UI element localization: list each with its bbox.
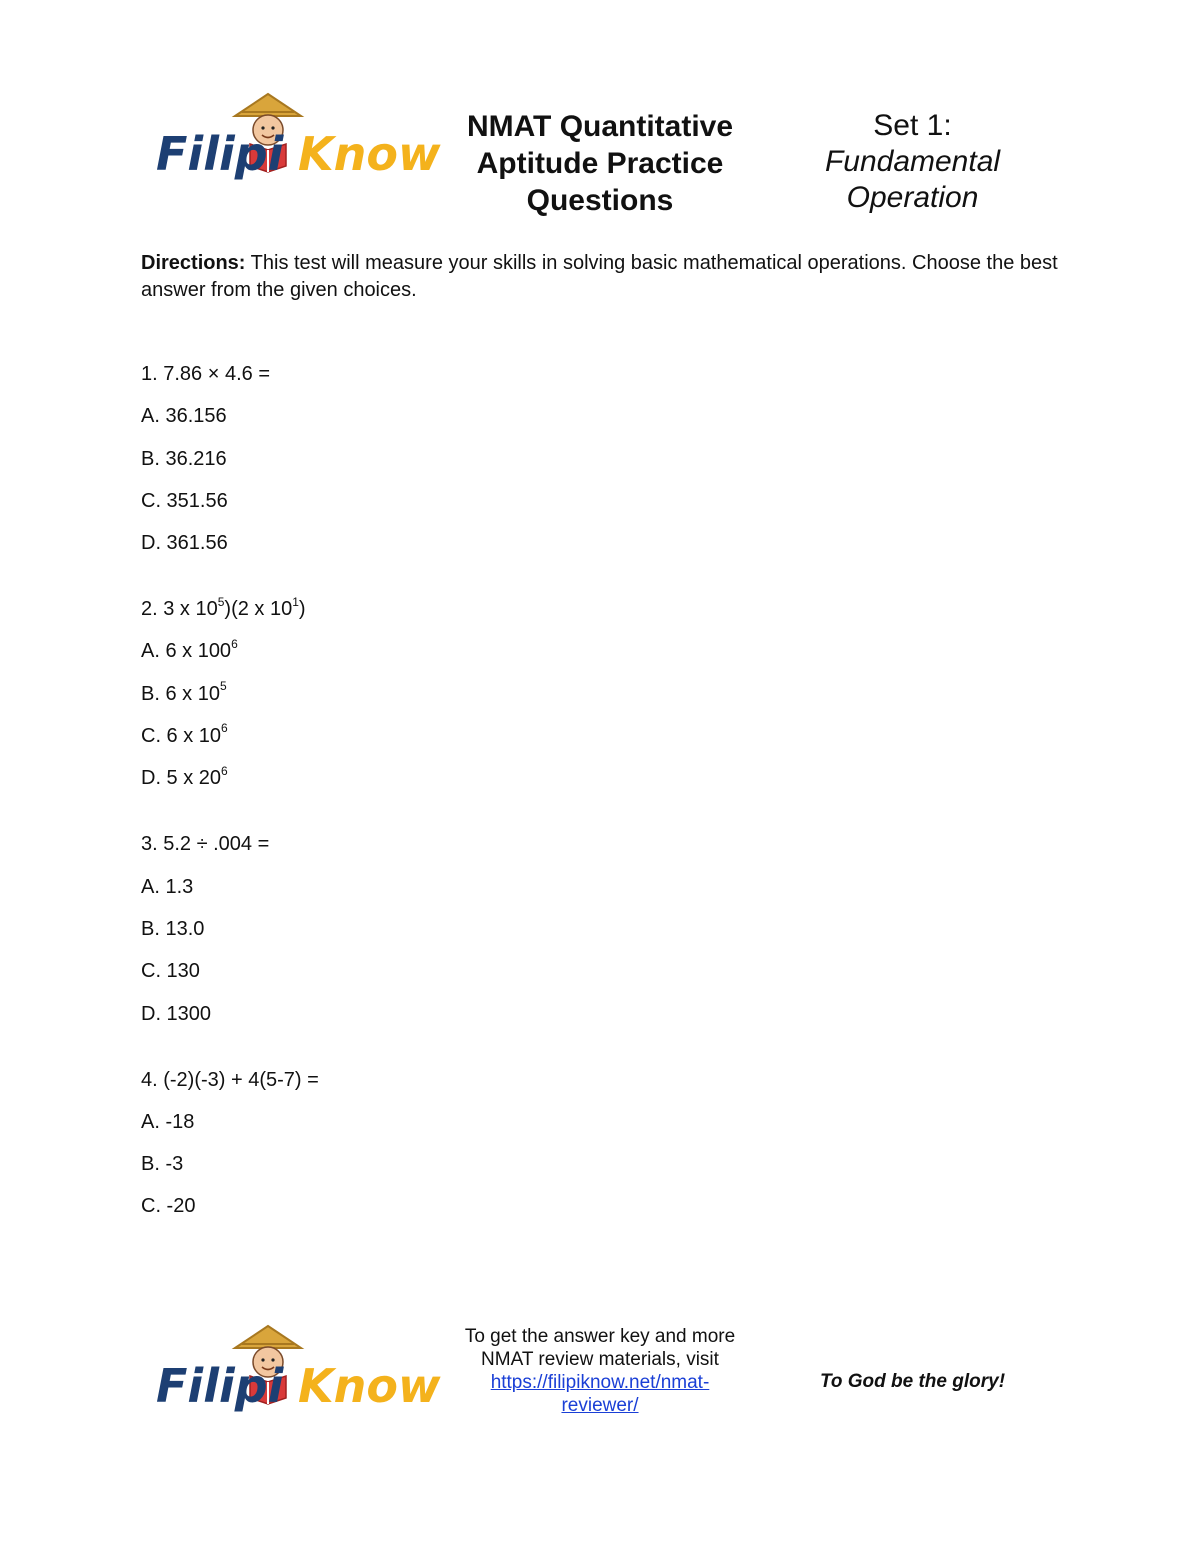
question-4 [141, 1068, 1041, 1219]
question-3 [141, 832, 1041, 1025]
document-title [450, 108, 750, 219]
answer-option: C. -20 [141, 1195, 196, 1218]
option-base: B. 6 x 10 [141, 682, 220, 705]
logo-text-filipi: Filipi [156, 1359, 284, 1413]
option-base: A. 6 x 100 [141, 640, 232, 663]
title-line-3: Questions [526, 184, 674, 217]
exponent: 5 [219, 679, 227, 694]
directions-text: This test will measure your skills in solving basic mathematical operations. Choose the best answer from the given choices. [141, 252, 1058, 301]
title-line-1: NMAT Quantitative [466, 110, 734, 143]
question-prompt: 1. 7.86 × 4.6 = [141, 363, 270, 385]
reviewer-link[interactable] [491, 1372, 710, 1416]
exponent: 6 [221, 721, 228, 736]
exponent: 1 [292, 594, 299, 609]
logo-graphic [150, 88, 441, 188]
footer-text-line-1: To get the answer key and more [464, 1326, 736, 1347]
question-1 [141, 362, 1041, 555]
answer-option: A. 1.3 [141, 875, 194, 898]
set-name-line-1: Fundamental [824, 145, 1001, 178]
answer-option: B. 36.216 [141, 447, 227, 470]
logo-text-know: Know [298, 127, 441, 181]
set-label-block [800, 108, 1025, 216]
logo-text-know: Know [298, 1359, 441, 1413]
prompt-part: 2. 3 x 10 [141, 598, 218, 621]
set-name-line-2: Operation [846, 181, 979, 214]
answer-option: C. 351.56 [141, 489, 228, 512]
answer-option: B. 13.0 [141, 917, 205, 940]
logo-graphic [150, 1320, 441, 1420]
answer-option: D. 361.56 [141, 532, 228, 555]
exponent: 6 [231, 636, 238, 651]
question-list [141, 362, 1041, 1260]
footer-text-line-2: NMAT review materials, visit [481, 1349, 719, 1370]
answer-option [141, 763, 1041, 790]
question-prompt: 4. (-2)(-3) + 4(5-7) = [141, 1068, 319, 1091]
filipiknow-logo [150, 88, 441, 188]
directions [141, 250, 1061, 304]
link-line-1: https://filipiknow.net/nmat- [490, 1372, 710, 1393]
exponent: 5 [217, 594, 225, 609]
footer-info [440, 1325, 760, 1417]
title-line-2: Aptitude Practice [476, 147, 724, 180]
answer-option [141, 679, 1041, 706]
option-base: C. 6 x 10 [141, 725, 222, 748]
closing-tagline: To God be the glory! [819, 1371, 1006, 1392]
exponent: 6 [221, 763, 228, 778]
answer-option: A. -18 [141, 1110, 195, 1133]
question-2 [141, 594, 1041, 790]
answer-option: A. 36.156 [141, 405, 227, 428]
set-number: Set 1: [873, 109, 952, 142]
answer-option: D. 1300 [141, 1002, 212, 1025]
filipiknow-logo-footer [150, 1320, 441, 1420]
answer-option [141, 721, 1041, 748]
question-prompt [141, 594, 1041, 621]
answer-option [141, 636, 1041, 663]
question-prompt: 3. 5.2 ÷ .004 = [141, 833, 270, 856]
logo-text-filipi: Filipi [156, 127, 284, 181]
answer-option: B. -3 [141, 1153, 184, 1176]
answer-option: C. 130 [141, 960, 200, 983]
link-line-2: reviewer/ [561, 1395, 639, 1416]
directions-label: Directions: [141, 252, 246, 274]
prompt-part: )(2 x 10 [224, 598, 293, 621]
prompt-part: ) [298, 598, 306, 621]
option-base: D. 5 x 20 [141, 767, 222, 790]
